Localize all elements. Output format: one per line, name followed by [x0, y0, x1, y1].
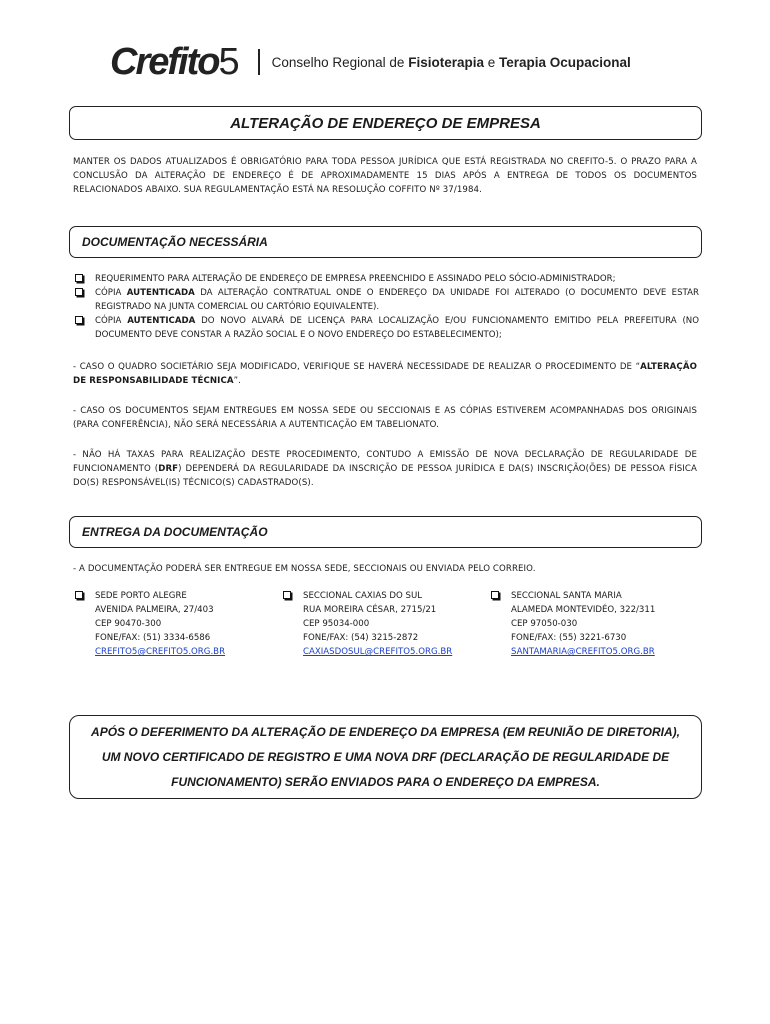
office-porto-alegre [73, 589, 281, 659]
checkbox-icon [75, 591, 83, 599]
crefito5-logo: Crefito5 [110, 41, 240, 83]
checkbox-icon [491, 591, 499, 599]
office-santa-maria [489, 589, 697, 659]
final-notice-line: UM NOVO CERTIFICADO DE REGISTRO E UMA NOVA DRF (DECLARAÇÃO DE REGULARIDADE DE [101, 749, 670, 764]
checkbox-icon [75, 288, 83, 296]
note-responsibility: - CASO O QUADRO SOCIETÁRIO SEJA MODIFICADO, VERIFIQUE SE HAVERÁ NECESSIDADE DE REALIZAR O PROCEDIMENTO DE “ALTERAÇÃO DE RESPONSABILIDADE TÉCNICA”. [73, 362, 697, 386]
documentation-checklist [73, 272, 699, 342]
checkbox-icon [75, 316, 83, 324]
office-cep: CEP 95034-000 [303, 619, 370, 629]
section-heading-documentation: DOCUMENTAÇÃO NECESSÁRIA [69, 226, 702, 258]
office-address: ALAMEDA MONTEVIDÉO, 322/311 [511, 605, 656, 615]
office-email-link[interactable]: CREFITO5@CREFITO5.ORG.BR [95, 647, 226, 657]
final-notice-line: FUNCIONAMENTO) SERÃO ENVIADOS PARA O ENDEREÇO DA EMPRESA. [171, 774, 600, 789]
office-caxias-do-sul [281, 589, 489, 659]
note-authentication: - CASO OS DOCUMENTOS SEJAM ENTREGUES EM NOSSA SEDE OU SECCIONAIS E AS CÓPIAS ESTIVEREM ACOMPANHADAS DOS ORIGINAIS (PARA CONFERÊNCIA), NÃO SERÁ NECESSÁRIA A AUTENTICAÇÃO EM TABELIONATO. [73, 406, 697, 430]
note-fees: - NÃO HÁ TAXAS PARA REALIZAÇÃO DESTE PROCEDIMENTO, CONTUDO A EMISSÃO DE NOVA DECLARAÇÃO DE REGULARIDADE DE FUNCIONAMENTO (DRF) DEPENDERÁ DA REGULARIDADE DA INSCRIÇÃO DE PESSOA JURÍDICA E DA(S) INSCRIÇÃO(ÕES) DE PESSOA FÍSICA DO(S) RESPONSÁVEL(IS) TÉCNICO(S) CADASTRADO(S). [73, 450, 698, 488]
final-notice [69, 715, 702, 799]
office-cep: CEP 97050-030 [511, 619, 578, 629]
section-heading-delivery: ENTREGA DA DOCUMENTAÇÃO [69, 516, 702, 548]
checklist-item: REQUERIMENTO PARA ALTERAÇÃO DE ENDEREÇO DE EMPRESA PREENCHIDO E ASSINADO PELO SÓCIO-ADMINISTRADOR; [73, 272, 699, 286]
checklist-item: CÓPIA AUTENTICADA DA ALTERAÇÃO CONTRATUAL ONDE O ENDEREÇO DA UNIDADE FOI ALTERADO (O DOCUMENTO DEVE ESTAR REGISTRADO NA JUNTA COMERCIAL OU CARTÓRIO EQUIVALENTE). [73, 286, 699, 314]
office-address: RUA MOREIRA CÉSAR, 2715/21 [303, 605, 437, 615]
final-notice-line: APÓS O DEFERIMENTO DA ALTERAÇÃO DE ENDEREÇO DA EMPRESA (EM REUNIÃO DE DIRETORIA), [91, 724, 680, 739]
logo-divider [258, 49, 260, 75]
office-list [73, 589, 703, 659]
document-title: ALTERAÇÃO DE ENDEREÇO DE EMPRESA [69, 106, 702, 140]
council-name: Conselho Regional de Fisioterapia e Terapia Ocupacional [271, 54, 631, 70]
delivery-intro: - A DOCUMENTAÇÃO PODERÁ SER ENTREGUE EM NOSSA SEDE, SECCIONAIS OU ENVIADA PELO CORREIO. [73, 564, 536, 574]
office-email-link[interactable]: CAXIASDOSUL@CREFITO5.ORG.BR [303, 647, 453, 657]
checkbox-icon [75, 274, 83, 282]
office-name: SECCIONAL CAXIAS DO SUL [303, 591, 423, 601]
letterhead [110, 40, 631, 84]
office-name: SEDE PORTO ALEGRE [95, 591, 187, 601]
office-cep: CEP 90470-300 [95, 619, 162, 629]
intro-paragraph: MANTER OS DADOS ATUALIZADOS É OBRIGATÓRIO PARA TODA PESSOA JURÍDICA QUE ESTÁ REGISTRADA NO CREFITO-5. O PRAZO PARA A CONCLUSÃO DA ALTERAÇÃO DE ENDEREÇO É DE APROXIMADAMENTE 15 DIAS APÓS A ENTREGA DE TODOS OS DOCUMENTOS RELACIONADOS ABAIXO. SUA REGULAMENTAÇÃO ESTÁ NA RESOLUÇÃO COFFITO Nº 37/1984. [73, 157, 697, 195]
office-phone: FONE/FAX: (51) 3334-6586 [95, 633, 211, 643]
checkbox-icon [283, 591, 291, 599]
office-phone: FONE/FAX: (55) 3221-6730 [511, 633, 627, 643]
checklist-item: CÓPIA AUTENTICADA DO NOVO ALVARÁ DE LICENÇA PARA LOCALIZAÇÃO E/OU FUNCIONAMENTO EMITIDO PELA PREFEITURA (NO DOCUMENTO DEVE CONSTAR A RAZÃO SOCIAL E O NOVO ENDEREÇO DO ESTABELECIMENTO); [73, 314, 699, 342]
office-address: AVENIDA PALMEIRA, 27/403 [95, 605, 214, 615]
office-email-link[interactable]: SANTAMARIA@CREFITO5.ORG.BR [511, 647, 655, 657]
office-name: SECCIONAL SANTA MARIA [511, 591, 622, 601]
office-phone: FONE/FAX: (54) 3215-2872 [303, 633, 419, 643]
